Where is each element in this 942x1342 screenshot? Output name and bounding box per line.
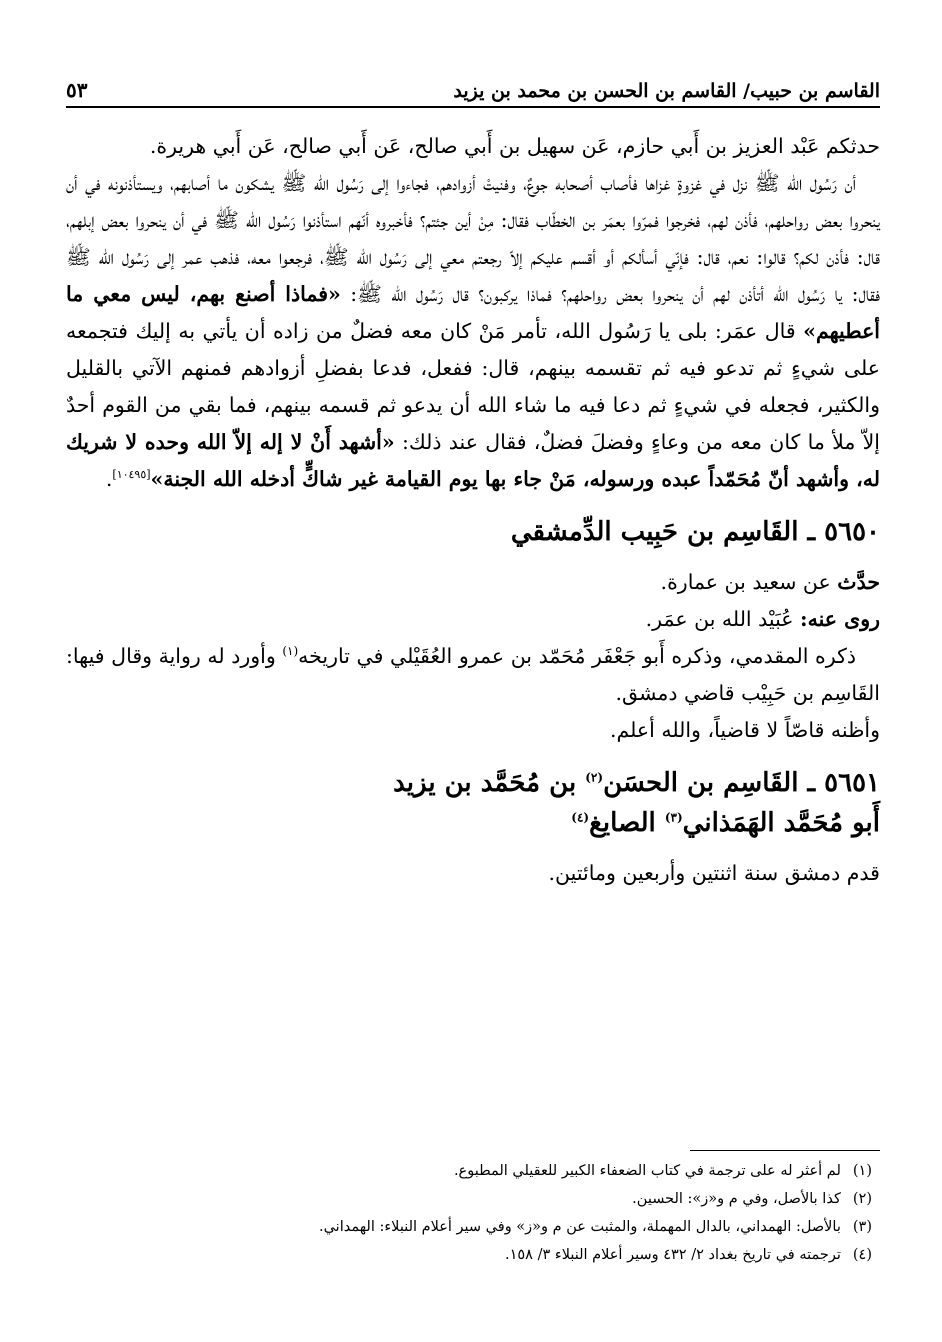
footnote-text: بالأصل: الهمداني، بالدال المهملة، والمثبت عن م و«ز» وفي سير أعلام النبلاء: الهمداني. bbox=[318, 1219, 841, 1235]
heading-5651-line-1 bbox=[66, 763, 880, 803]
entry-heading-5650 bbox=[66, 512, 880, 552]
arrival-text: قدم دمشق سنة اثنتين وأربعين ومائتين. bbox=[548, 861, 880, 885]
rawa-anhu-text: عُبَيْد الله بن عمَر. bbox=[645, 607, 801, 631]
hadith-end-mark: . bbox=[105, 467, 113, 491]
footnote-marker-3[interactable]: (٣) bbox=[664, 810, 683, 825]
footnote-number: (٣) bbox=[852, 1219, 872, 1235]
footnotes bbox=[66, 1150, 880, 1269]
label-rawa-anhu: روى عنه: bbox=[800, 607, 880, 631]
footnote-number: (٢) bbox=[852, 1191, 872, 1207]
footnote-text: ترجمته في تاريخ بغداد ٢/ ٤٣٢ وسير أعلام النبلاء ٣/ ١٥٨. bbox=[504, 1247, 841, 1263]
running-title: القاسم بن حبيب/ القاسم بن الحسن بن محمد بن يزيد bbox=[453, 80, 880, 102]
footnote-text: كذا بالأصل، وفي م و«ز»: الحسين. bbox=[632, 1191, 841, 1207]
heading-5651-lineage: بن مُحَمَّد بن يزيد bbox=[393, 768, 586, 798]
isnad-text: حدثكم عَبْد العزيز بن أَبي حازم، عَن سهيل بن أَبي صالح، عَن أَبي صالح، عَن أَبي هريرة. bbox=[149, 134, 880, 158]
footnote-marker-2[interactable]: (٢) bbox=[585, 770, 604, 785]
hadith-text-1: أن رَسُول الله ﷺ نزل في غزوةٍ غزاها فأصاب أصحابه جوعٌ، وفنيتْ أزوادهم، فجاءوا إلى رَسُول الله ﷺ يشكون ما أصابهم، ويستأذنونه في أن ينحروا بعض رواحلهم، فأذن لهم، فخرجوا فمرّوا بعمَر بن الخطّاب فقال: مِنْ أين جئتم؟ فأخبروه أنّهم استأذنوا رَسُول الله ﷺ في أن ينحروا بعض إبلهم، قال: فأذن لكم؟ قالوا: نعم، قال: فإنّي أسألكم أو أقسم عليكم إلاّ رجعتم معي إلى رَسُول الله ﷺ، فرجعوا معه، فذهب عمر إلى رَسُول الله ﷺ فقال: يا رَسُول الله أتأذن لهم أن ينحروا بعض رواحلهم؟ فماذا يركبون؟ قال رَسُول الله ﷺ: bbox=[66, 171, 880, 306]
entry-opinion bbox=[66, 712, 880, 749]
footnote-separator bbox=[690, 1150, 880, 1151]
footnote-text: لم أعثر له على ترجمة في كتاب الضعفاء الكبير للعقيلي المطبوع. bbox=[453, 1163, 841, 1179]
hadith-text-2: قال عمَر: بلى يا رَسُول الله، تأمر مَنْ كان معه فضلٌ من زاده أن يأتي به إليك فتجمعه على شيءٍ ثم تدعو فيه ثم تقسمه بينهم، قال: ففعل، فدعا بفضلِ أزوادهم فمنهم الآتي بالقليل والكثير، فجعله في شيءٍ ثم دعا فيه ما شاء الله أن يدعو ثم قسمه بينهم، فما بقي من القوم أحدٌ إلاّ ملأ ما كان معه من وعاءٍ وفضلَ فضلٌ، فقال عند ذلك: bbox=[66, 319, 880, 454]
opinion-text: وأظنه قاصّاً لا قاضياً، والله أعلم. bbox=[609, 718, 880, 742]
entry-dhakarahu bbox=[66, 638, 880, 712]
heading-5651-title: الصايغ bbox=[589, 808, 665, 838]
main-text bbox=[66, 128, 880, 892]
paragraph-hadith bbox=[66, 165, 880, 498]
footnote-number: (١) bbox=[852, 1163, 872, 1179]
footnote-3 bbox=[66, 1213, 872, 1241]
entry-haddath bbox=[66, 564, 880, 601]
page-number: ٥٣ bbox=[66, 78, 88, 102]
entry-rawa-anhu bbox=[66, 601, 880, 638]
hadith-quote-2: «أشهد أَنْ لا إله إلاّ الله وحده لا شريك له، وأشهد أنّ مُحَمّداً عبده ورسوله، مَنْ جاء بها يوم القيامة غير شاكٍّ أدخله الله الجنة» bbox=[66, 430, 880, 491]
heading-5651-line-2 bbox=[66, 803, 880, 843]
heading-5650-text: ٥٦٥٠ ـ القَاسِم بن حَبِيب الدِّمشقي bbox=[510, 517, 880, 547]
heading-5651-kunya: أَبو مُحَمَّد الهَمَذاني bbox=[682, 808, 880, 838]
label-haddath: حدَّث bbox=[837, 570, 880, 594]
footnote-1 bbox=[66, 1157, 872, 1185]
running-header bbox=[66, 78, 880, 108]
entry-heading-5651 bbox=[66, 763, 880, 843]
footnote-number: (٤) bbox=[852, 1247, 872, 1263]
entry-arrival bbox=[66, 855, 880, 892]
footnote-4 bbox=[66, 1241, 872, 1269]
dhakarahu-text-1: ذكره المقدمي، وذكره أَبو جَعْفَر مُحَمّد بن عمرو العُقَيْلي في تاريخه bbox=[298, 644, 856, 668]
dhakarahu-text-2: وأورد له رواية وقال فيها: القَاسِم بن حَبِيْب قاضي دمشق. bbox=[66, 644, 880, 705]
hadith-reference-number: [١٠٤٩٥] bbox=[112, 468, 151, 482]
footnote-2 bbox=[66, 1185, 872, 1213]
paragraph-isnad bbox=[66, 128, 880, 165]
hadith-quote-1: «فماذا أصنع بهم، ليس معي ما أعطيهم» bbox=[66, 282, 880, 343]
heading-5651-name: ٥٦٥١ ـ القَاسِم بن الحسَن bbox=[603, 768, 880, 798]
footnote-marker-4[interactable]: (٤) bbox=[571, 810, 590, 825]
haddath-text: عن سعيد بن عمارة. bbox=[660, 570, 838, 594]
footnote-marker-1[interactable]: (١) bbox=[282, 644, 299, 659]
